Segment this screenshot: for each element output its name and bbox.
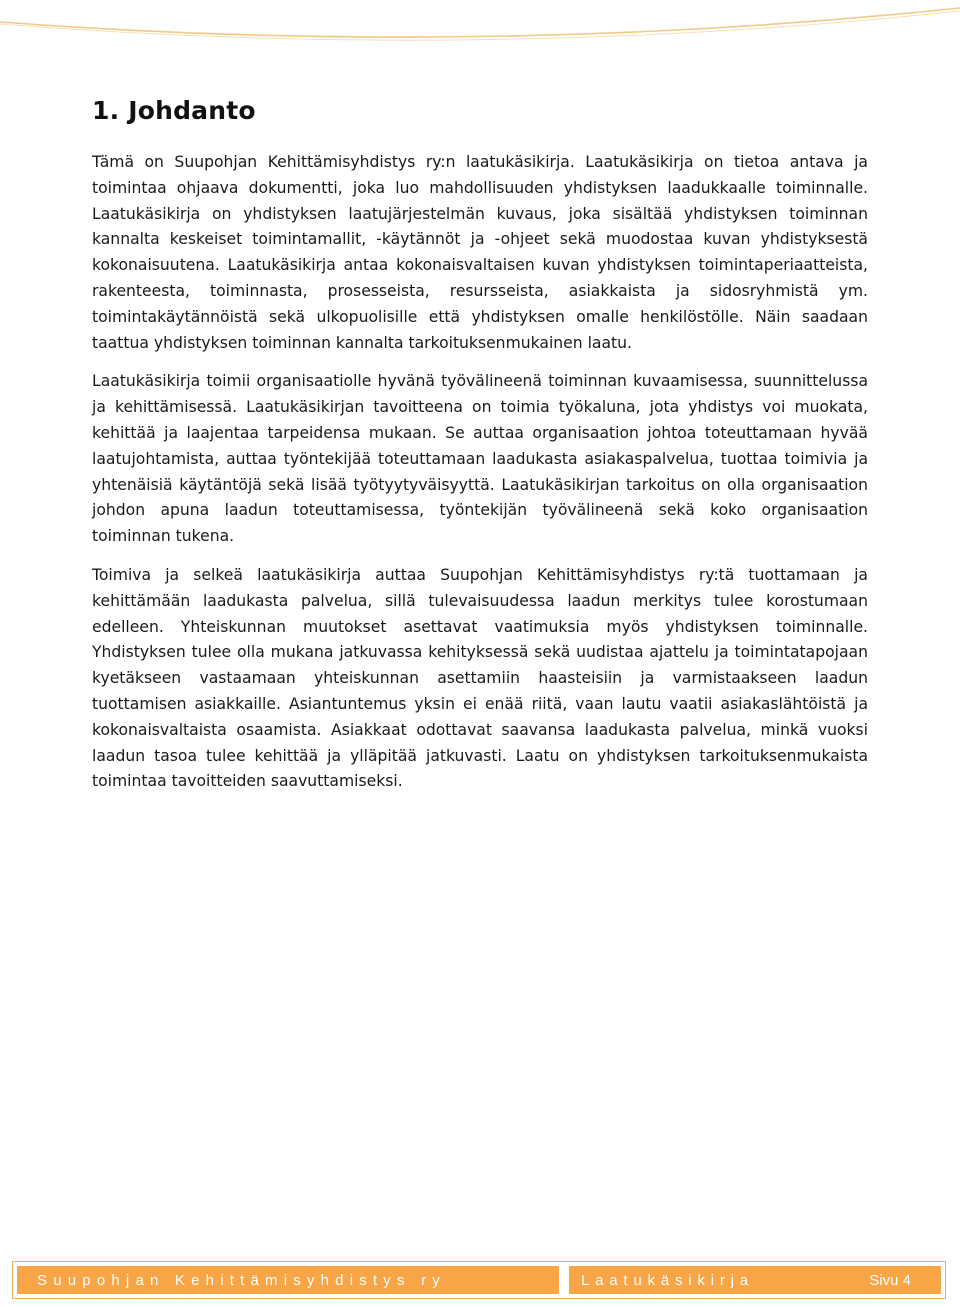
footer-page-number: Sivu 4 (869, 1271, 911, 1289)
page-footer (12, 1261, 946, 1299)
page-title: 1. Johdanto (92, 96, 256, 125)
paragraph-development: Toimiva ja selkeä laatukäsikirja auttaa Suupohjan Kehittämisyhdistys ry:tä tuottamaan ja kehittämään laadukasta palvelua, sillä tulevaisuudessa laadun merkitys tulee korostumaan edelleen. Yhteiskunnan muutokset asettavat vaatimuksia myös yhdistyksen toiminnalle. Yhdistyksen tulee olla mukana jatkuvassa kehityksessä sekä uudistaa ajattelu ja toimintatapojaan kyetäkseen vastaamaan yhteiskunnan asettamiin haasteisiin ja varmistaakseen laadun tuottamisen asiakkaille. Asiantuntemus yksin ei enää riitä, vaan lautu vaatii asiakaslähtöistä ja kokonaisvaltaista osaamista. Asiakkaat odottavat saavansa laadukasta palvelua, minkä vuoksi laadun tasoa tulee kehittää ja ylläpitää jatkuvasti. Laatu on yhdistyksen tarkoituksenmukaista toimintaa tavoitteiden saavuttamiseksi. (92, 565, 868, 791)
body-text (92, 150, 868, 808)
header-decorative-curve (0, 0, 960, 60)
footer-organization: Suupohjan Kehittämisyhdistys ry (37, 1271, 446, 1289)
footer-separator (559, 1266, 569, 1294)
paragraph-intro: Tämä on Suupohjan Kehittämisyhdistys ry:n laatukäsikirja. Laatukäsikirja on tietoa antava ja toimintaa ohjaava dokumentti, joka luo mahdollisuuden yhdistyksen laadukkaalle toiminnalle. Laatukäsikirja on yhdistyksen laatujärjestelmän kuvaus, joka sisältää yhdistyksen toiminnan kannalta keskeiset toimintamallit, -käytännöt ja -ohjeet sekä muodostaa kuvan yhdistyksestä kokonaisuutena. Laatukäsikirja antaa kokonaisvaltaisen kuvan yhdistyksen toimintaperiaatteista, rakenteesta, toiminnasta, prosesseista, resursseista, asiakkaista ja sidosryhmistä ym. toimintakäytännöistä sekä ulkopuolisille että yhdistyksen omalle henkilöstölle. Näin saadaan taattua yhdistyksen toiminnan kannalta tarkoituksenmukainen laatu. (92, 153, 868, 352)
footer-document-box (569, 1266, 941, 1294)
footer-document-name: Laatukäsikirja (581, 1271, 754, 1289)
paragraph-purpose: Laatukäsikirja toimii organisaatiolle hyvänä työvälineenä toiminnan kuvaamisessa, suunnittelussa ja kehittämisessä. Laatukäsikirjan tavoitteena on toimia työkaluna, jota yhdistys voi muokata, kehittää ja laajentaa tarpeidensa mukaan. Se auttaa organisaation johtoa toteuttamaan hyvää laatujohtamista, auttaa työntekijää toteuttamaan laadukasta asiakaspalvelua, tuottaa toimivia ja yhtenäisiä käytäntöjä sekä lisää työtyytyväisyyttä. Laatukäsikirjan tarkoitus on olla organisaation johdon apuna laadun toteuttamisessa, työntekijän työvälineenä sekä koko organisaation toiminnan tukena. (92, 372, 868, 546)
footer-organization-box (17, 1266, 559, 1294)
